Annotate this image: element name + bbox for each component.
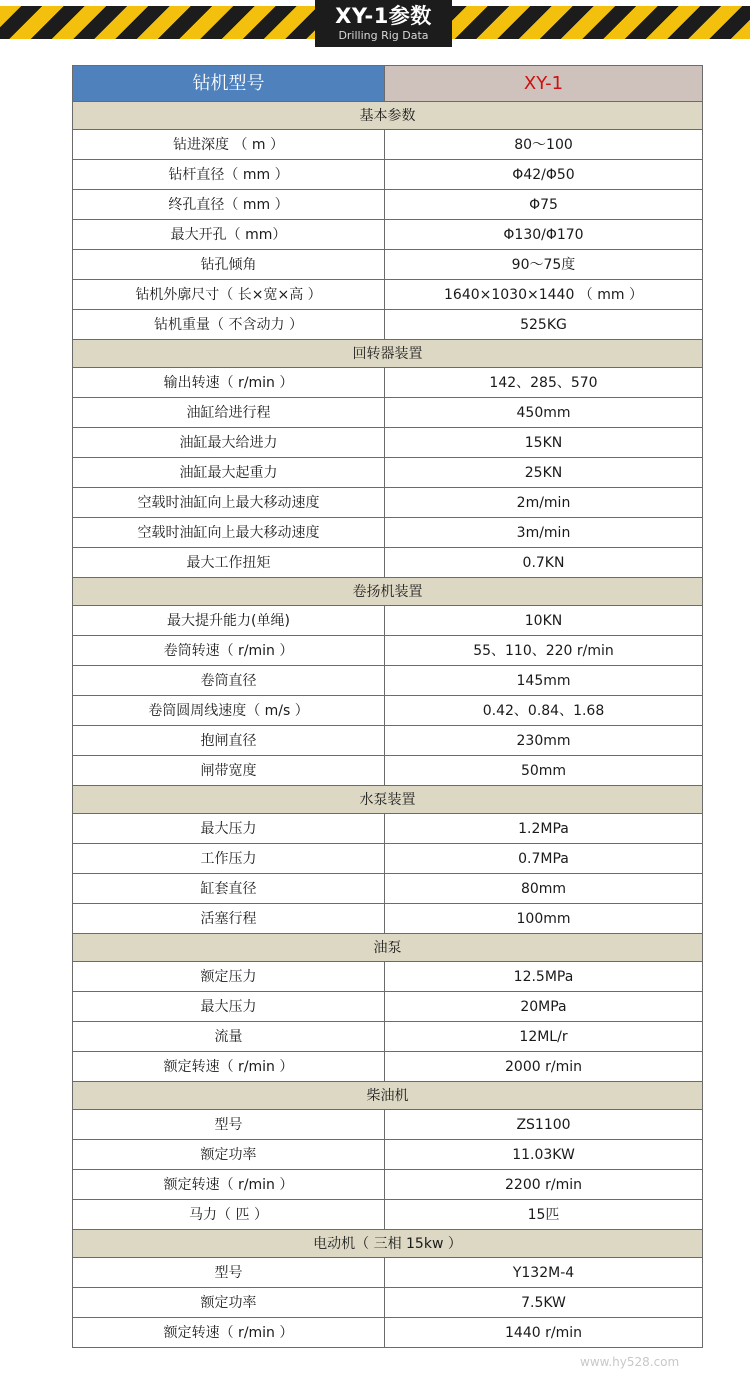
header-label: 钻机型号 <box>73 66 385 102</box>
section-title: 基本参数 <box>73 102 703 130</box>
table-row <box>73 1022 703 1052</box>
table-row <box>73 190 703 220</box>
banner-title: XY-1参数 <box>335 4 432 28</box>
param-value: Φ130/Φ170 <box>385 220 703 250</box>
table-row <box>73 756 703 786</box>
param-value: Φ42/Φ50 <box>385 160 703 190</box>
section-header-row <box>73 786 703 814</box>
section-header-row <box>73 102 703 130</box>
param-name: 工作压力 <box>73 844 385 874</box>
param-name: 最大开孔（ mm） <box>73 220 385 250</box>
param-name: 额定转速（ r/min ） <box>73 1052 385 1082</box>
param-value: 80mm <box>385 874 703 904</box>
table-row <box>73 250 703 280</box>
section-title: 电动机（ 三相 15kw ） <box>73 1230 703 1258</box>
param-value: 0.7MPa <box>385 844 703 874</box>
param-name: 活塞行程 <box>73 904 385 934</box>
section-header-row <box>73 1082 703 1110</box>
param-value: ZS1100 <box>385 1110 703 1140</box>
param-name: 钻机重量（ 不含动力 ） <box>73 310 385 340</box>
table-row <box>73 458 703 488</box>
table-row <box>73 1170 703 1200</box>
table-row <box>73 518 703 548</box>
section-title: 柴油机 <box>73 1082 703 1110</box>
param-name: 卷筒圆周线速度（ m/s ） <box>73 696 385 726</box>
param-value: 15匹 <box>385 1200 703 1230</box>
param-name: 油缸最大起重力 <box>73 458 385 488</box>
param-value: 11.03KW <box>385 1140 703 1170</box>
param-name: 终孔直径（ mm ） <box>73 190 385 220</box>
param-name: 最大压力 <box>73 814 385 844</box>
table-row <box>73 428 703 458</box>
param-value: 12ML/r <box>385 1022 703 1052</box>
param-name: 额定压力 <box>73 962 385 992</box>
table-row <box>73 488 703 518</box>
param-value: 10KN <box>385 606 703 636</box>
param-name: 型号 <box>73 1258 385 1288</box>
table-row <box>73 992 703 1022</box>
param-value: 7.5KW <box>385 1288 703 1318</box>
header-model: XY-1 <box>385 66 703 102</box>
table-row <box>73 398 703 428</box>
spec-table <box>72 65 703 1348</box>
table-row <box>73 814 703 844</box>
section-header-row <box>73 340 703 368</box>
param-value: Φ75 <box>385 190 703 220</box>
param-value: 1440 r/min <box>385 1318 703 1348</box>
param-name: 空载时油缸向上最大移动速度 <box>73 488 385 518</box>
table-row <box>73 1052 703 1082</box>
param-value: 50mm <box>385 756 703 786</box>
table-row <box>73 160 703 190</box>
param-name: 型号 <box>73 1110 385 1140</box>
param-value: 2200 r/min <box>385 1170 703 1200</box>
table-row <box>73 1288 703 1318</box>
param-name: 钻孔倾角 <box>73 250 385 280</box>
param-value: 0.42、0.84、1.68 <box>385 696 703 726</box>
param-value: 230mm <box>385 726 703 756</box>
param-value: 1640×1030×1440 （ mm ） <box>385 280 703 310</box>
table-row <box>73 874 703 904</box>
table-row <box>73 1258 703 1288</box>
param-name: 额定转速（ r/min ） <box>73 1318 385 1348</box>
section-header-row <box>73 578 703 606</box>
param-name: 输出转速（ r/min ） <box>73 368 385 398</box>
param-name: 钻杆直径（ mm ） <box>73 160 385 190</box>
param-name: 额定功率 <box>73 1288 385 1318</box>
param-value: 0.7KN <box>385 548 703 578</box>
param-value: 80～100 <box>385 130 703 160</box>
table-row <box>73 666 703 696</box>
banner-title-box <box>317 0 450 47</box>
param-value: 100mm <box>385 904 703 934</box>
param-name: 最大工作扭矩 <box>73 548 385 578</box>
param-value: 15KN <box>385 428 703 458</box>
param-name: 最大压力 <box>73 992 385 1022</box>
param-name: 额定转速（ r/min ） <box>73 1170 385 1200</box>
table-row <box>73 636 703 666</box>
param-value: 1.2MPa <box>385 814 703 844</box>
table-row <box>73 1318 703 1348</box>
section-title: 油泵 <box>73 934 703 962</box>
param-value: 145mm <box>385 666 703 696</box>
param-name: 卷筒转速（ r/min ） <box>73 636 385 666</box>
param-name: 抱闸直径 <box>73 726 385 756</box>
param-name: 油缸给进行程 <box>73 398 385 428</box>
param-value: 55、110、220 r/min <box>385 636 703 666</box>
table-row <box>73 280 703 310</box>
table-row <box>73 1110 703 1140</box>
param-value: 525KG <box>385 310 703 340</box>
param-name: 空载时油缸向上最大移动速度 <box>73 518 385 548</box>
param-name: 钻进深度 （ m ） <box>73 130 385 160</box>
table-header-row <box>73 66 703 102</box>
param-value: Y132M-4 <box>385 1258 703 1288</box>
param-value: 20MPa <box>385 992 703 1022</box>
param-value: 142、285、570 <box>385 368 703 398</box>
table-row <box>73 606 703 636</box>
table-row <box>73 548 703 578</box>
section-title: 卷扬机装置 <box>73 578 703 606</box>
table-row <box>73 904 703 934</box>
table-row <box>73 130 703 160</box>
param-name: 闸带宽度 <box>73 756 385 786</box>
param-name: 额定功率 <box>73 1140 385 1170</box>
param-value: 25KN <box>385 458 703 488</box>
param-name: 油缸最大给进力 <box>73 428 385 458</box>
param-value: 2m/min <box>385 488 703 518</box>
table-row <box>73 220 703 250</box>
param-name: 缸套直径 <box>73 874 385 904</box>
param-name: 钻机外廓尺寸（ 长×宽×高 ） <box>73 280 385 310</box>
table-row <box>73 844 703 874</box>
param-value: 90～75度 <box>385 250 703 280</box>
section-title: 回转器装置 <box>73 340 703 368</box>
table-row <box>73 696 703 726</box>
param-value: 3m/min <box>385 518 703 548</box>
section-title: 水泵装置 <box>73 786 703 814</box>
table-row <box>73 726 703 756</box>
banner-subtitle: Drilling Rig Data <box>338 29 429 42</box>
table-row <box>73 310 703 340</box>
table-row <box>73 1200 703 1230</box>
param-value: 2000 r/min <box>385 1052 703 1082</box>
param-name: 流量 <box>73 1022 385 1052</box>
watermark: www.hy528.com <box>580 1355 680 1369</box>
title-banner <box>0 0 750 47</box>
param-name: 卷筒直径 <box>73 666 385 696</box>
table-row <box>73 1140 703 1170</box>
table-row <box>73 368 703 398</box>
param-name: 马力（ 匹 ） <box>73 1200 385 1230</box>
param-name: 最大提升能力(单绳) <box>73 606 385 636</box>
section-header-row <box>73 934 703 962</box>
section-header-row <box>73 1230 703 1258</box>
param-value: 12.5MPa <box>385 962 703 992</box>
table-row <box>73 962 703 992</box>
param-value: 450mm <box>385 398 703 428</box>
